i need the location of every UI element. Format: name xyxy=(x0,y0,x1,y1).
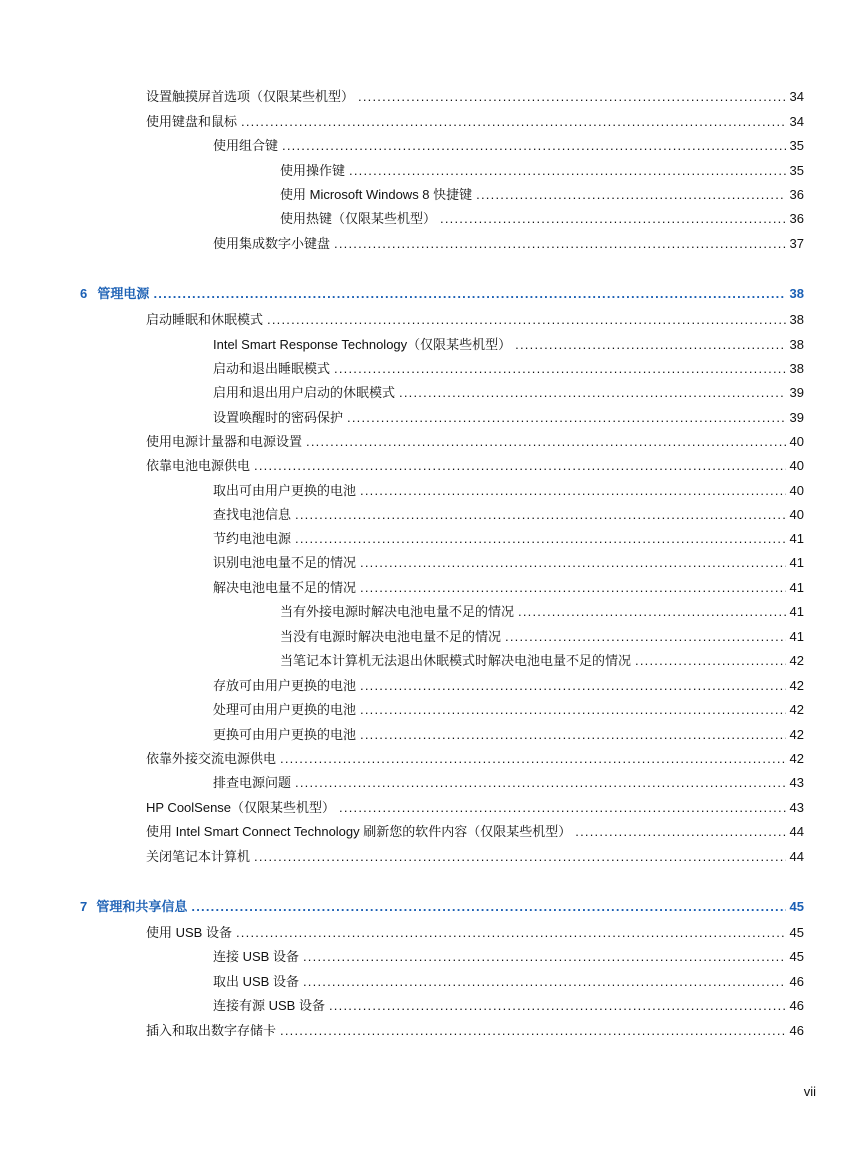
toc-entry[interactable] xyxy=(213,384,804,402)
toc-entry-page: 34 xyxy=(789,89,804,104)
toc-entry[interactable] xyxy=(280,628,804,646)
dot-leader xyxy=(280,1022,786,1040)
toc-entry-title: 取出 USB 设备 xyxy=(213,974,299,989)
toc-entry-page: 40 xyxy=(789,483,804,498)
toc-entry-title: 解决电池电量不足的情况 xyxy=(213,580,357,595)
toc-entry[interactable] xyxy=(213,360,804,378)
toc-entry-page: 45 xyxy=(789,949,804,964)
toc-entry-page: 38 xyxy=(789,312,804,327)
toc-entry-page: 45 xyxy=(789,925,804,940)
toc-entry[interactable] xyxy=(146,924,804,942)
toc-entry[interactable] xyxy=(146,1022,804,1040)
toc-entry-page: 43 xyxy=(789,775,804,790)
toc-entry-page: 41 xyxy=(789,531,804,546)
toc-entry-page: 44 xyxy=(789,824,804,839)
toc-entry-page: 41 xyxy=(789,629,804,644)
toc-entry-page: 46 xyxy=(789,974,804,989)
toc-entry-page: 40 xyxy=(789,434,804,449)
toc-entry[interactable] xyxy=(213,677,804,695)
dot-leader xyxy=(303,973,786,991)
dot-leader xyxy=(306,433,786,451)
toc-entry-page: 42 xyxy=(789,653,804,668)
dot-leader xyxy=(360,726,786,744)
dot-leader xyxy=(295,506,786,524)
toc-entry[interactable] xyxy=(213,554,804,572)
toc-entry[interactable] xyxy=(280,186,804,204)
dot-leader xyxy=(360,677,786,695)
toc-entry-page: 39 xyxy=(789,385,804,400)
toc-entry-title: 依靠电池电源供电 xyxy=(146,458,251,473)
toc-entry-page: 35 xyxy=(789,138,804,153)
dot-leader xyxy=(241,113,786,131)
toc-entry[interactable] xyxy=(213,726,804,744)
toc-entry-page: 42 xyxy=(789,678,804,693)
toc-entry-page: 34 xyxy=(789,114,804,129)
toc-entry-page: 41 xyxy=(789,555,804,570)
toc-entry[interactable] xyxy=(213,137,804,155)
toc-entry[interactable] xyxy=(213,506,804,524)
dot-leader xyxy=(191,898,785,916)
toc-entry[interactable] xyxy=(213,530,804,548)
toc-entry[interactable] xyxy=(280,652,804,670)
toc-entry[interactable] xyxy=(213,997,804,1015)
toc-entry[interactable] xyxy=(213,774,804,792)
toc-entry-title: 连接 USB 设备 xyxy=(213,949,299,964)
dot-leader xyxy=(440,210,786,228)
dot-leader xyxy=(635,652,786,670)
toc-entry[interactable] xyxy=(213,482,804,500)
toc-entry-page: 38 xyxy=(789,337,804,352)
toc-entry[interactable] xyxy=(146,88,804,106)
dot-leader xyxy=(295,774,786,792)
toc-entry[interactable] xyxy=(213,336,804,354)
toc-entry[interactable] xyxy=(213,948,804,966)
toc-entry-page: 35 xyxy=(789,163,804,178)
dot-leader xyxy=(360,579,786,597)
toc-entry-page: 40 xyxy=(789,458,804,473)
toc-entry-title: HP CoolSense（仅限某些机型） xyxy=(146,800,336,815)
toc-entry-title: 设置唤醒时的密码保护 xyxy=(213,410,344,425)
chapter-number: 6 xyxy=(80,286,88,301)
toc-entry[interactable] xyxy=(213,409,804,427)
toc-entry-page: 42 xyxy=(789,751,804,766)
toc-entry-title: 管理和共享信息 xyxy=(96,899,188,914)
toc-entry[interactable] xyxy=(213,235,804,253)
dot-leader xyxy=(339,799,785,817)
dot-leader xyxy=(399,384,786,402)
toc-entry[interactable] xyxy=(146,433,804,451)
toc-entry-title: 当笔记本计算机无法退出休眠模式时解决电池电量不足的情况 xyxy=(280,653,632,668)
dot-leader xyxy=(334,360,786,378)
toc-entry-title: 使用组合键 xyxy=(213,138,279,153)
toc-entry-page: 38 xyxy=(789,361,804,376)
dot-leader xyxy=(360,701,786,719)
toc-chapter-entry[interactable] xyxy=(80,285,804,303)
toc-entry-title: Intel Smart Response Technology（仅限某些机型） xyxy=(213,337,512,352)
dot-leader xyxy=(518,603,786,621)
toc-entry-title: 启用和退出用户启动的休眠模式 xyxy=(213,385,396,400)
dot-leader xyxy=(267,311,786,329)
dot-leader xyxy=(303,948,786,966)
toc-entry[interactable] xyxy=(146,823,804,841)
toc-entry-page: 41 xyxy=(789,580,804,595)
toc-entry-title: 插入和取出数字存储卡 xyxy=(146,1023,277,1038)
toc-entry-title: 使用操作键 xyxy=(280,163,346,178)
dot-leader xyxy=(280,750,786,768)
toc-entry-title: 取出可由用户更换的电池 xyxy=(213,483,357,498)
dot-leader xyxy=(505,628,786,646)
dot-leader xyxy=(575,823,785,841)
toc-entry-page: 45 xyxy=(789,899,804,914)
dot-leader xyxy=(360,554,786,572)
dot-leader xyxy=(153,285,785,303)
toc-entry-title: 处理可由用户更换的电池 xyxy=(213,702,357,717)
toc-entry-title: 识别电池电量不足的情况 xyxy=(213,555,357,570)
toc-entry-page: 46 xyxy=(789,998,804,1013)
toc-entry[interactable] xyxy=(280,162,804,180)
dot-leader xyxy=(334,235,786,253)
toc-entry[interactable] xyxy=(213,579,804,597)
chapter-number: 7 xyxy=(80,899,88,914)
dot-leader xyxy=(515,336,785,354)
toc-entry[interactable] xyxy=(146,311,804,329)
page-number: vii xyxy=(803,1084,816,1099)
toc-entry[interactable] xyxy=(213,701,804,719)
toc-chapter-entry[interactable] xyxy=(80,898,804,916)
toc-entry[interactable] xyxy=(146,799,804,817)
dot-leader xyxy=(236,924,786,942)
toc-entry-title: 使用集成数字小键盘 xyxy=(213,236,331,251)
dot-leader xyxy=(347,409,786,427)
toc-entry-title: 更换可由用户更换的电池 xyxy=(213,727,357,742)
toc-entry-page: 36 xyxy=(789,211,804,226)
toc-entry[interactable] xyxy=(146,457,804,475)
toc-entry-page: 39 xyxy=(789,410,804,425)
toc-entry-title: 使用 USB 设备 xyxy=(146,925,232,940)
toc-entry[interactable] xyxy=(146,750,804,768)
dot-leader xyxy=(358,88,786,106)
dot-leader xyxy=(360,482,786,500)
dot-leader xyxy=(295,530,786,548)
toc-entry-title: 连接有源 USB 设备 xyxy=(213,998,325,1013)
toc-entry-page: 40 xyxy=(789,507,804,522)
toc-entry-page: 42 xyxy=(789,727,804,742)
toc-entry-title: 设置触摸屏首选项（仅限某些机型） xyxy=(146,89,355,104)
toc-entry-title: 使用热键（仅限某些机型） xyxy=(280,211,437,226)
toc-entry-page: 36 xyxy=(789,187,804,202)
dot-leader xyxy=(349,162,786,180)
toc-entry[interactable] xyxy=(146,113,804,131)
toc-entry[interactable] xyxy=(213,973,804,991)
toc-entry-title: 节约电池电源 xyxy=(213,531,292,546)
toc-entry-title: 启动和退出睡眠模式 xyxy=(213,361,331,376)
toc-entry-page: 43 xyxy=(789,800,804,815)
dot-leader xyxy=(254,848,786,866)
dot-leader xyxy=(254,457,786,475)
toc-entry-title: 使用 Intel Smart Connect Technology 刷新您的软件内容（仅限某些机型） xyxy=(146,824,572,839)
toc-entry-title: 关闭笔记本计算机 xyxy=(146,849,251,864)
dot-leader xyxy=(329,997,786,1015)
toc-entry[interactable] xyxy=(146,848,804,866)
toc-entry-page: 42 xyxy=(789,702,804,717)
toc-entry-title: 使用电源计量器和电源设置 xyxy=(146,434,303,449)
toc-entry-title: 管理电源 xyxy=(97,286,150,301)
dot-leader xyxy=(476,186,785,204)
toc-entry-page: 41 xyxy=(789,604,804,619)
toc-entry-page: 44 xyxy=(789,849,804,864)
toc-entry-title: 启动睡眠和休眠模式 xyxy=(146,312,264,327)
toc-entry-title: 存放可由用户更换的电池 xyxy=(213,678,357,693)
toc-entry-title: 依靠外接交流电源供电 xyxy=(146,751,277,766)
toc-entry-title: 使用 Microsoft Windows 8 快捷键 xyxy=(280,187,473,202)
toc-entry-title: 当没有电源时解决电池电量不足的情况 xyxy=(280,629,502,644)
toc-entry-page: 37 xyxy=(789,236,804,251)
dot-leader xyxy=(282,137,786,155)
toc-entry-page: 38 xyxy=(789,286,804,301)
toc-entry[interactable] xyxy=(280,210,804,228)
toc-entry-page: 46 xyxy=(789,1023,804,1038)
toc-entry-title: 查找电池信息 xyxy=(213,507,292,522)
toc-entry-title: 使用键盘和鼠标 xyxy=(146,114,238,129)
toc-entry-title: 当有外接电源时解决电池电量不足的情况 xyxy=(280,604,515,619)
toc-entry[interactable] xyxy=(280,603,804,621)
toc-entry-title: 排查电源问题 xyxy=(213,775,292,790)
